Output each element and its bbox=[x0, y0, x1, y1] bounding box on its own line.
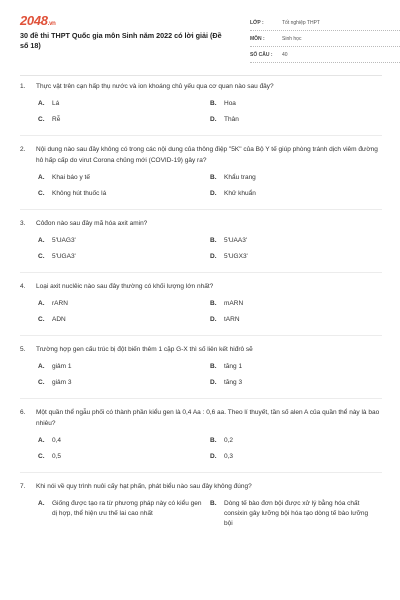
question-stem bbox=[20, 407, 382, 429]
question-number: 3. bbox=[20, 220, 26, 227]
option-text: tARN bbox=[224, 316, 240, 323]
option-text: Lá bbox=[52, 100, 60, 107]
answer-option[interactable] bbox=[210, 189, 382, 199]
option-text: ADN bbox=[52, 316, 66, 323]
answer-options bbox=[38, 99, 382, 125]
answer-option[interactable] bbox=[38, 99, 210, 109]
question-text: Thực vật trên cạn hấp thụ nước và ion khoáng chủ yếu qua cơ quan nào sau đây? bbox=[36, 83, 274, 90]
question-separator bbox=[20, 335, 382, 336]
answer-option[interactable] bbox=[210, 452, 382, 462]
option-text: Khẩu trang bbox=[224, 174, 256, 181]
answer-options bbox=[38, 299, 382, 325]
option-letter: A. bbox=[38, 500, 45, 507]
info-value: 40 bbox=[282, 51, 288, 58]
info-label: LỚP : bbox=[250, 19, 264, 26]
option-text: Dòng tế bào đơn bội được xử lý bằng hóa chất consixin gây lưỡng bội hóa tạo dòng tế bào lưỡng bội bbox=[224, 500, 369, 527]
option-text: giảm 3 bbox=[52, 379, 72, 386]
option-text: 0,3 bbox=[224, 453, 234, 460]
question-separator bbox=[20, 272, 382, 273]
question-stem bbox=[20, 81, 382, 92]
question-text: Một quần thể ngẫu phối có thành phần kiểu gen là 0,4 Aa : 0,6 aa. Theo lí thuyết, tần số alen A của quần thể này là bao nhiêu? bbox=[36, 409, 380, 427]
document-header bbox=[20, 13, 382, 73]
option-letter: D. bbox=[210, 379, 217, 386]
option-text: Không hút thuốc lá bbox=[52, 190, 107, 197]
option-text: Khai báo y tế bbox=[52, 174, 90, 181]
answer-option[interactable] bbox=[38, 315, 210, 325]
question-text: Loại axit nuclêic nào sau đây thường có khối lượng lớn nhất? bbox=[36, 283, 214, 290]
option-text: 5'UGX3' bbox=[224, 253, 248, 260]
info-label: SỐ CÂU : bbox=[250, 51, 273, 58]
answer-option[interactable] bbox=[38, 452, 210, 462]
answer-option[interactable] bbox=[210, 436, 382, 446]
option-text: Hoa bbox=[224, 100, 236, 107]
question-stem bbox=[20, 144, 382, 166]
answer-option[interactable] bbox=[38, 189, 210, 199]
answer-options bbox=[38, 173, 382, 199]
answer-option[interactable] bbox=[210, 173, 382, 183]
option-text: Giống được tạo ra từ phương pháp này có kiểu gen dị hợp, thể hiện ưu thế lai cao nhất bbox=[52, 500, 202, 517]
question-item bbox=[20, 281, 382, 325]
option-text: Thân bbox=[224, 116, 239, 123]
option-letter: C. bbox=[38, 190, 45, 197]
option-text: 5'UGA3' bbox=[52, 253, 76, 260]
info-label: MÔN : bbox=[250, 35, 265, 42]
answer-option[interactable] bbox=[210, 115, 382, 125]
option-letter: A. bbox=[38, 237, 45, 244]
answer-option[interactable] bbox=[38, 499, 210, 529]
question-item bbox=[20, 407, 382, 462]
answer-option[interactable] bbox=[38, 173, 210, 183]
option-letter: C. bbox=[38, 116, 45, 123]
question-separator bbox=[20, 472, 382, 473]
question-number: 4. bbox=[20, 283, 26, 290]
site-logo[interactable] bbox=[20, 13, 56, 28]
option-letter: B. bbox=[210, 100, 217, 107]
answer-option[interactable] bbox=[210, 236, 382, 246]
option-text: giảm 1 bbox=[52, 363, 72, 370]
option-letter: D. bbox=[210, 316, 217, 323]
question-item bbox=[20, 81, 382, 125]
question-text: Khi nói về quy trình nuôi cấy hạt phấn, phát biểu nào sau đây không đúng? bbox=[36, 483, 252, 490]
option-letter: B. bbox=[210, 437, 217, 444]
answer-option[interactable] bbox=[38, 252, 210, 262]
answer-option[interactable] bbox=[38, 115, 210, 125]
document-title: 30 đề thi THPT Quốc gia môn Sinh năm 2022 có lời giải (Đề số 18) bbox=[20, 31, 222, 50]
answer-options bbox=[38, 362, 382, 388]
answer-option[interactable] bbox=[38, 436, 210, 446]
answer-option[interactable] bbox=[210, 99, 382, 109]
info-row-class bbox=[250, 15, 400, 31]
info-row-question-count bbox=[250, 47, 400, 63]
info-value: Sinh học bbox=[282, 35, 302, 42]
option-text: 5'UAA3' bbox=[224, 237, 248, 244]
question-number: 1. bbox=[20, 83, 26, 90]
document-info bbox=[250, 15, 400, 63]
question-text: Trường hợp gen cấu trúc bị đột biến thêm 1 cặp G-X thì số liên kết hiđrô sẽ bbox=[36, 346, 253, 353]
option-letter: C. bbox=[38, 453, 45, 460]
question-text: Nội dung nào sau đây không có trong các nội dung của thông điệp "5K" của Bộ Y tế giúp phòng tránh dịch viêm đường hô hấp cấp do virut Corona chủng mới (COVID-19) gây ra? bbox=[36, 146, 378, 164]
option-letter: B. bbox=[210, 500, 217, 507]
option-text: mARN bbox=[224, 300, 244, 307]
question-separator bbox=[20, 135, 382, 136]
question-separator bbox=[20, 398, 382, 399]
answer-option[interactable] bbox=[210, 499, 382, 529]
option-letter: C. bbox=[38, 253, 45, 260]
option-letter: C. bbox=[38, 316, 45, 323]
option-letter: B. bbox=[210, 237, 217, 244]
option-text: Khử khuẩn bbox=[224, 190, 256, 197]
option-text: rARN bbox=[52, 300, 68, 307]
option-letter: D. bbox=[210, 453, 217, 460]
answer-option[interactable] bbox=[38, 378, 210, 388]
logo-suffix: .vn bbox=[47, 21, 56, 27]
option-letter: A. bbox=[38, 437, 45, 444]
question-number: 7. bbox=[20, 483, 26, 490]
question-stem bbox=[20, 481, 382, 492]
question-number: 5. bbox=[20, 346, 26, 353]
option-text: tăng 1 bbox=[224, 363, 243, 370]
question-stem bbox=[20, 344, 382, 355]
logo-text: 2048 bbox=[20, 13, 48, 28]
question-item bbox=[20, 218, 382, 262]
question-item bbox=[20, 481, 382, 529]
answer-option[interactable] bbox=[38, 236, 210, 246]
question-stem bbox=[20, 281, 382, 292]
option-letter: B. bbox=[210, 363, 217, 370]
option-letter: B. bbox=[210, 300, 217, 307]
info-row-subject bbox=[250, 31, 400, 47]
option-text: 0,4 bbox=[52, 437, 62, 444]
answer-option[interactable] bbox=[210, 362, 382, 372]
option-letter: B. bbox=[210, 174, 217, 181]
question-stem bbox=[20, 218, 382, 229]
info-value: Tốt nghiệp THPT bbox=[282, 19, 320, 26]
option-letter: D. bbox=[210, 253, 217, 260]
answer-option[interactable] bbox=[38, 299, 210, 309]
answer-option[interactable] bbox=[210, 252, 382, 262]
question-number: 6. bbox=[20, 409, 26, 416]
option-text: 0,5 bbox=[52, 453, 62, 460]
answer-options bbox=[38, 436, 382, 462]
option-letter: D. bbox=[210, 190, 217, 197]
answer-option[interactable] bbox=[210, 315, 382, 325]
question-text: Côđon nào sau đây mã hóa axit amin? bbox=[36, 220, 148, 227]
answer-option[interactable] bbox=[210, 299, 382, 309]
answer-option[interactable] bbox=[38, 362, 210, 372]
question-item bbox=[20, 144, 382, 199]
option-letter: A. bbox=[38, 100, 45, 107]
option-letter: D. bbox=[210, 116, 217, 123]
answer-option[interactable] bbox=[210, 378, 382, 388]
option-text: tăng 3 bbox=[224, 379, 243, 386]
option-letter: C. bbox=[38, 379, 45, 386]
question-list bbox=[20, 81, 382, 529]
question-number: 2. bbox=[20, 146, 26, 153]
option-text: Rễ bbox=[52, 116, 61, 123]
question-item bbox=[20, 344, 382, 388]
header-divider bbox=[20, 75, 382, 76]
answer-options bbox=[38, 499, 382, 529]
option-letter: A. bbox=[38, 174, 45, 181]
question-separator bbox=[20, 209, 382, 210]
answer-options bbox=[38, 236, 382, 262]
option-letter: A. bbox=[38, 300, 45, 307]
option-text: 5'UAG3' bbox=[52, 237, 76, 244]
option-letter: A. bbox=[38, 363, 45, 370]
option-text: 0,2 bbox=[224, 437, 234, 444]
